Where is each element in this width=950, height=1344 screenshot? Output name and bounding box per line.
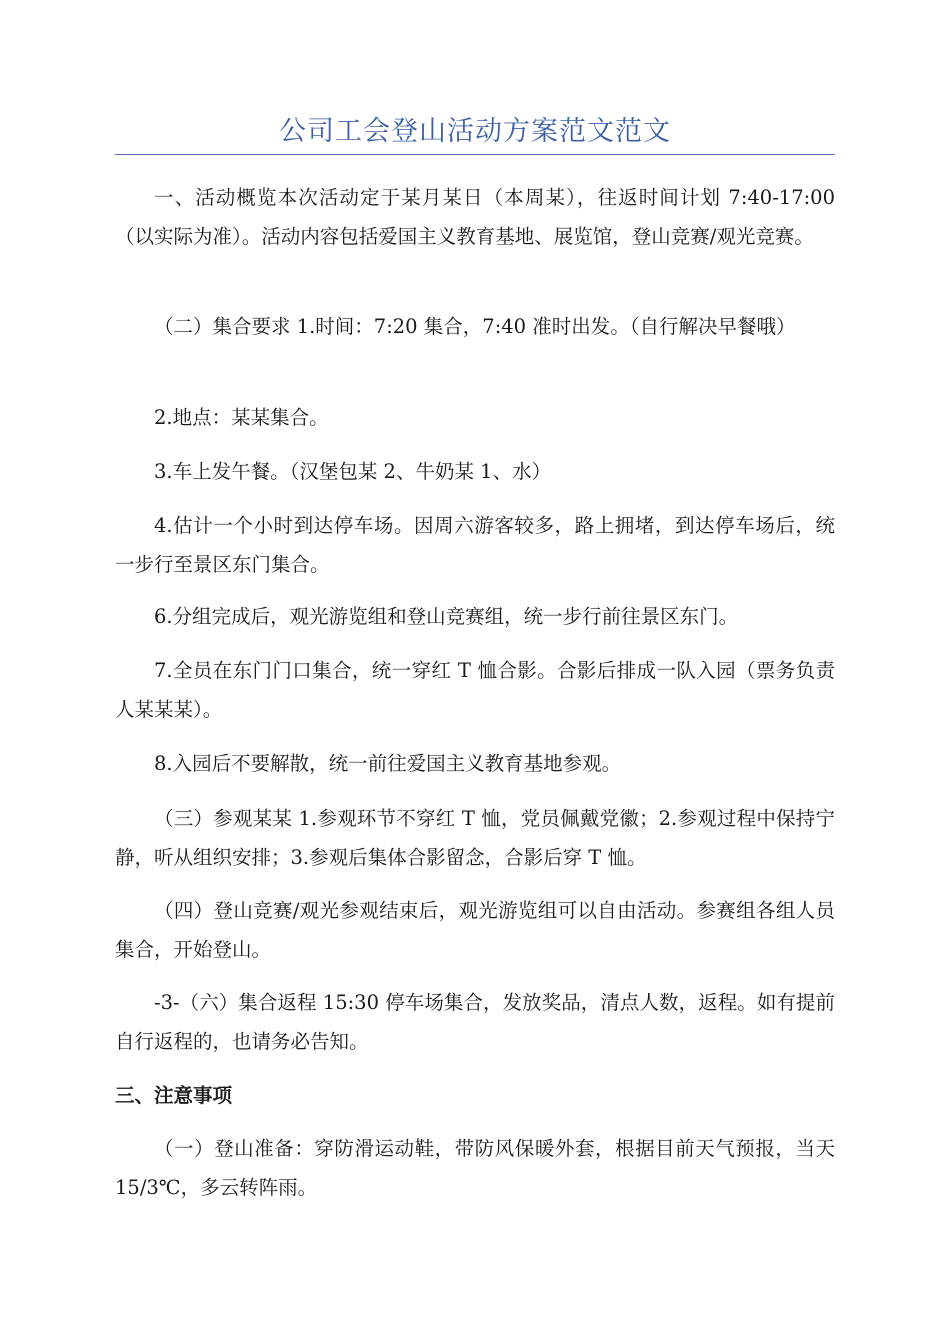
paragraph-climbing-contest: （四）登山竞赛/观光参观结束后，观光游览组可以自由活动。参赛组各组人员集合，开始登山。 [115,899,835,961]
paragraph-return-trip: -3-（六）集合返程 15:30 停车场集合，发放奖品，清点人数，返程。如有提前自行返程的，也请务必告知。 [115,991,835,1053]
paragraph-parking: 4.估计一个小时到达停车场。因周六游客较多，路上拥堵，到达停车场后，统一步行至景区东门集合。 [115,514,835,576]
document-title: 公司工会登山活动方案范文范文 [279,116,671,147]
paragraph-location: 2.地点：某某集合。 [154,406,329,429]
paragraph-grouping: 6.分组完成后，观光游览组和登山竞赛组，统一步行前往景区东门。 [154,605,739,628]
paragraph-visit-rules: （三）参观某某 1.参观环节不穿红 T 恤，党员佩戴党徽；2.参观过程中保持宁静，听从组织安排；3.参观后集体合影留念，合影后穿 T 恤。 [115,807,835,869]
paragraph-group-photo: 7.全员在东门门口集合，统一穿红 T 恤合影。合影后排成一队入园（票务负责人某某某）。 [115,659,835,721]
title-underline [115,154,835,155]
paragraph-visit-base: 8.入园后不要解散，统一前往爱国主义教育基地参观。 [154,752,622,775]
paragraph-activity-overview: 一、活动概览本次活动定于某月某日（本周某），往返时间计划 7:40-17:00（以实际为准）。活动内容包括爱国主义教育基地、展览馆，登山竞赛/观光竞赛。 [115,186,835,248]
section-heading-notes: 三、注意事项 [115,1084,233,1107]
paragraph-climbing-preparation: （一）登山准备：穿防滑运动鞋，带防风保暖外套，根据目前天气预报，当天 15/3℃，多云转阵雨。 [115,1137,835,1199]
paragraph-gathering-requirements: （二）集合要求 1.时间：7:20 集合，7:40 准时出发。（自行解决早餐哦） [154,315,796,338]
paragraph-lunch: 3.车上发午餐。（汉堡包某 2、牛奶某 1、水） [154,460,552,483]
